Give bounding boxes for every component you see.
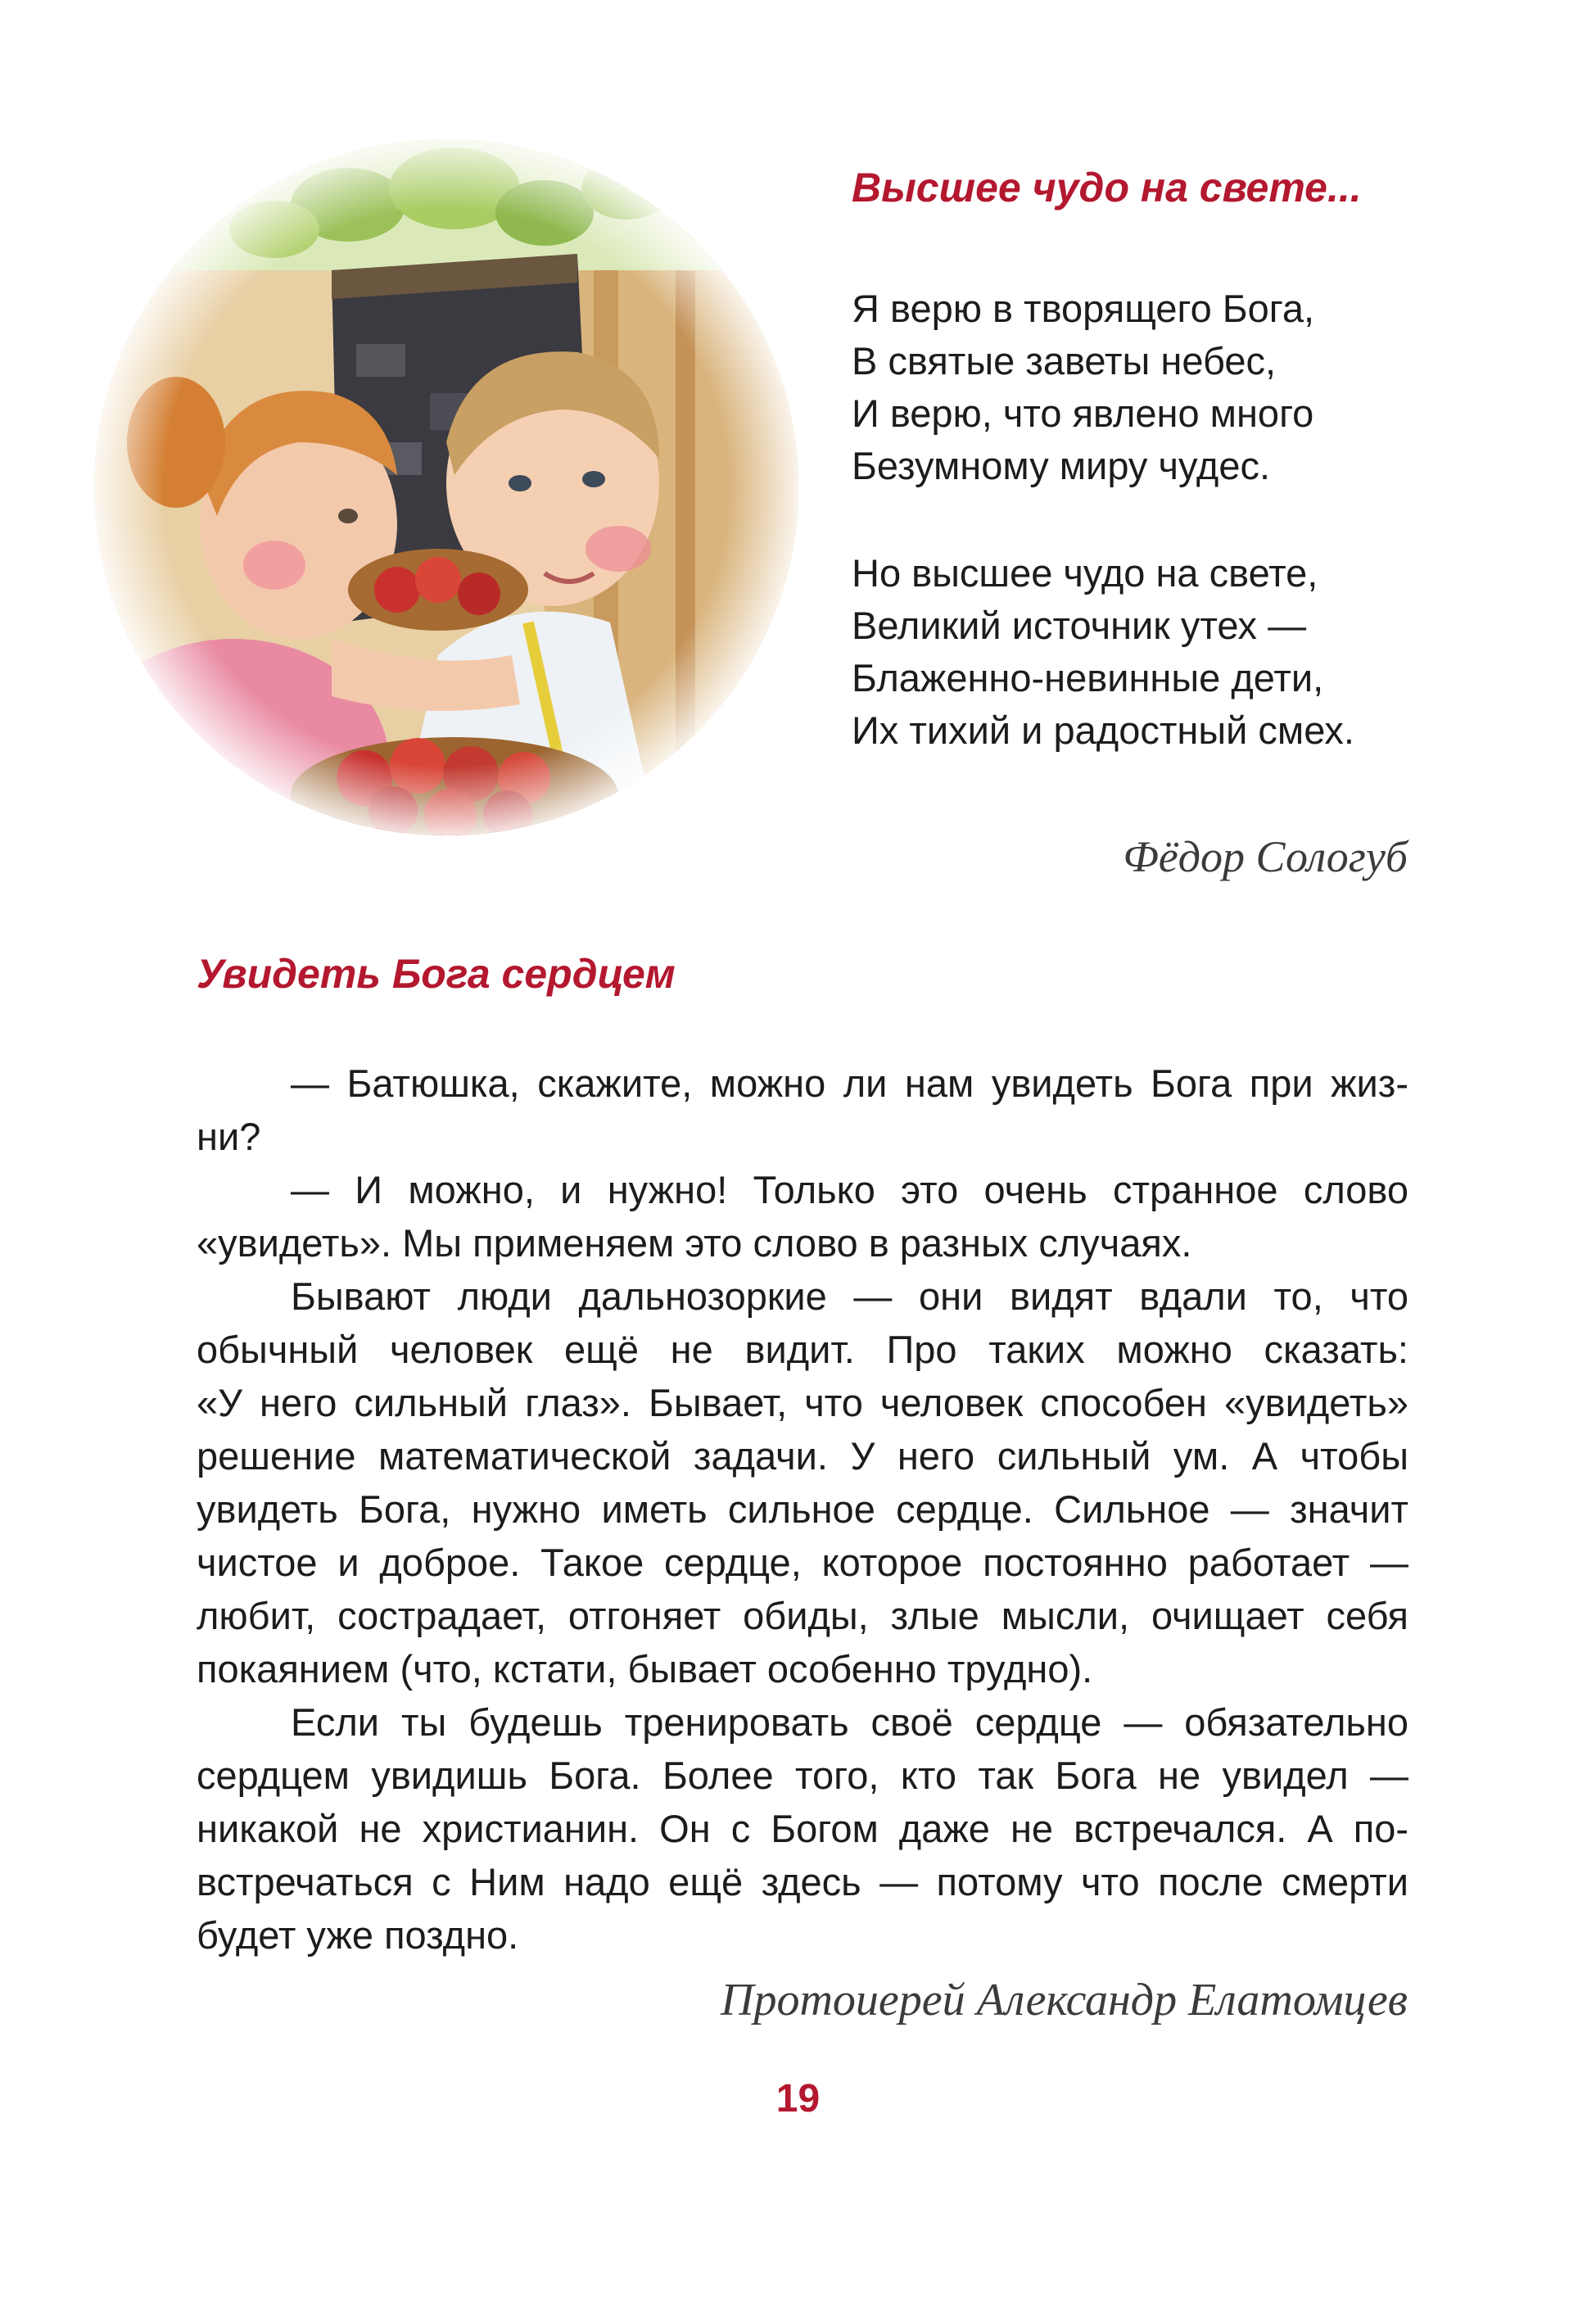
poem-line: Безумному миру чудес. — [852, 444, 1271, 487]
poem-title: Высшее чудо на свете... — [852, 165, 1362, 210]
story-line: встречаться с Ним надо ещё здесь — потому что после смерти — [197, 1860, 1408, 1903]
poem-line: В святые заветы небес, — [852, 339, 1277, 382]
story-line: будет уже поздно. — [197, 1913, 519, 1957]
page-number: 19 — [775, 2077, 821, 2121]
story-line: «У него сильный глаз». Бывает, что человек способен «увидеть» — [197, 1381, 1408, 1424]
story-line: увидеть Бога, нужно иметь сильное сердце. Сильное — значит — [197, 1487, 1408, 1531]
story-body — [197, 1057, 1408, 1962]
story-line: Если ты будешь тренировать своё сердце — обязательно — [291, 1700, 1408, 1744]
story-line: решение математической задачи. У него сильный ум. А чтобы — [197, 1434, 1408, 1478]
story-line: чистое и доброе. Такое сердце, которое постоянно работает — — [197, 1541, 1408, 1584]
story-line: — Батюшка, скажите, можно ли нам увидеть Бога при жиз- — [291, 1061, 1408, 1105]
poem-stanza-1 — [852, 283, 1314, 492]
children-illustration — [86, 131, 807, 844]
story-line: обычный человек ещё не видит. Про таких можно сказать: — [197, 1328, 1408, 1371]
story-line: «увидеть». Мы применяем это слово в разных случаях. — [197, 1221, 1192, 1265]
poem-line: Их тихий и радостный смех. — [852, 708, 1354, 752]
poem-author-signature: Фёдор Сологуб — [1123, 832, 1408, 881]
poem-line: Блаженно-невинные дети, — [852, 656, 1324, 699]
story-line: покаянием (что, кстати, бывает особенно трудно). — [197, 1647, 1093, 1691]
poem-line: Но высшее чудо на свете, — [852, 551, 1318, 595]
story-line: Бывают люди дальнозоркие — они видят вдали то, что — [291, 1274, 1408, 1318]
story-line: ни? — [197, 1115, 261, 1158]
poem-stanza-2 — [852, 547, 1354, 757]
story-author-signature: Протоиерей Александр Елатомцев — [721, 1975, 1408, 2026]
story-line: любит, сострадает, отгоняет обиды, злые мысли, очищает себя — [197, 1594, 1408, 1637]
poem-line: Великий источник утех — — [852, 604, 1307, 647]
poem-line: Я верю в творящего Бога, — [852, 287, 1315, 330]
poem-line: И верю, что явлено много — [852, 392, 1314, 435]
story-line: — И можно, и нужно! Только это очень странное слово — [291, 1168, 1408, 1211]
story-line: сердцем увидишь Бога. Более того, кто так Бога не увидел — — [197, 1754, 1408, 1797]
story-line: никакой не христианин. Он с Богом даже не встречался. А по- — [197, 1807, 1408, 1850]
story-title: Увидеть Бога сердцем — [197, 951, 676, 997]
